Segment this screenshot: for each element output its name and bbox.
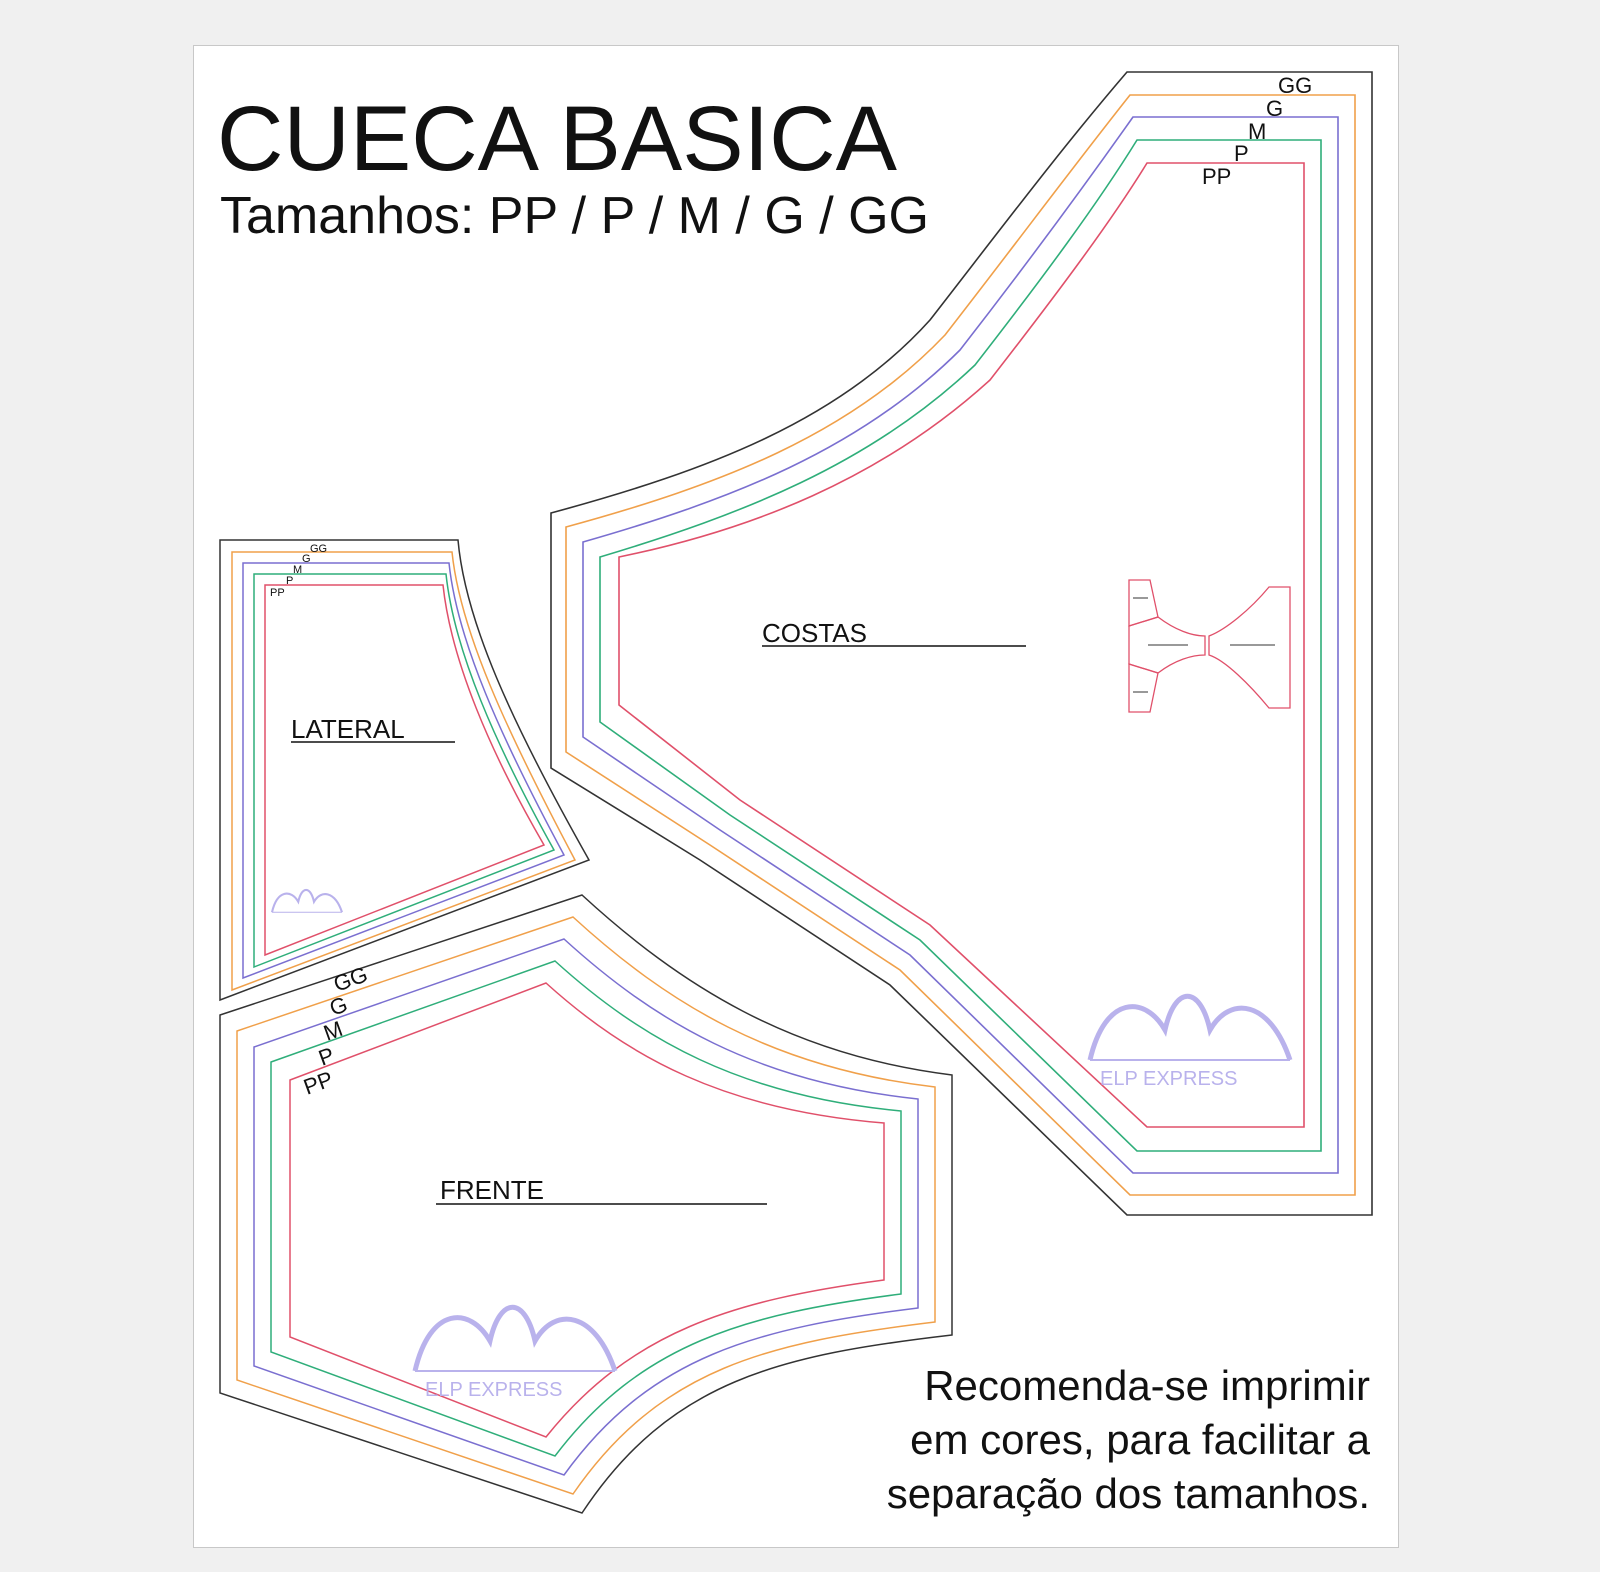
costas-size-label-p: P — [1234, 141, 1249, 166]
lateral-size-label-gg: GG — [310, 543, 328, 555]
costas-outline-pp — [619, 163, 1304, 1127]
costas-size-labels — [1202, 73, 1312, 189]
frente-size-label-p: P — [315, 1042, 338, 1071]
print-note-line-2: em cores, para facilitar a — [910, 1416, 1370, 1463]
lateral-size-label-pp: PP — [270, 587, 285, 599]
size-list-subtitle: Tamanhos: PP / P / M / G / GG — [220, 187, 930, 245]
costas-size-label-pp: PP — [1202, 164, 1232, 189]
costas-size-label-g: G — [1266, 96, 1284, 121]
lateral-label: LATERAL — [291, 714, 405, 744]
costas-size-label-m: M — [1248, 119, 1267, 144]
lateral-outline-m — [243, 563, 564, 978]
frente-outline-p — [271, 961, 901, 1456]
costas-label: COSTAS — [762, 618, 867, 648]
frente-size-label-gg: GG — [330, 961, 371, 997]
lateral-outline-g — [232, 552, 575, 990]
lateral-outline-p — [254, 574, 554, 967]
lateral-size-label-m: M — [293, 564, 303, 576]
frente-size-label-m: M — [320, 1015, 346, 1046]
costas-watermark-text: ELP EXPRESS — [1100, 1068, 1238, 1090]
lateral-size-label-p: P — [286, 575, 294, 587]
print-note-line-3: separação dos tamanhos. — [886, 1470, 1370, 1517]
costas-size-label-gg: GG — [1278, 73, 1313, 98]
frente-label: FRENTE — [440, 1175, 544, 1205]
pattern-title: CUECA BASICA — [217, 88, 897, 190]
costas-watermark-logo — [1090, 996, 1290, 1090]
thumbnail-costas — [1209, 587, 1290, 708]
frente-size-label-g: G — [326, 991, 351, 1021]
lateral-outline-pp — [265, 585, 544, 955]
assembly-thumbnail — [1129, 580, 1290, 712]
lateral-size-label-g: G — [302, 553, 311, 565]
print-note-line-1: Recomenda-se imprimir — [924, 1362, 1370, 1409]
thumbnail-lateral-top — [1129, 580, 1158, 626]
thumbnail-lateral-bottom — [1129, 664, 1158, 712]
frente-size-label-pp: PP — [300, 1066, 337, 1100]
frente-watermark-logo — [415, 1307, 615, 1401]
frente-watermark-text: ELP EXPRESS — [425, 1379, 563, 1401]
lateral-watermark-logo — [272, 890, 342, 912]
frente-outline-pp — [290, 983, 884, 1437]
